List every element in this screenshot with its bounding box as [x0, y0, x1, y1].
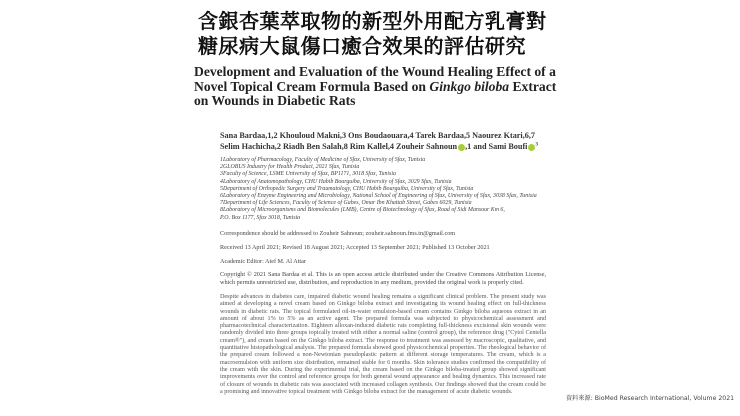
affiliation-mark: 3 [535, 142, 538, 148]
authors-line-2 [220, 141, 560, 152]
affiliation: 6Laboratory of Enzyme Engineering and Microbiology, National School of Engineering of Sfax, University of Sfax, 3038 Sfax, Tunisia [220, 193, 537, 200]
academic-editor: Academic Editor: Atef M. Al Attar [220, 258, 306, 265]
chinese-headline [198, 9, 547, 59]
headline-line-2: 糖尿病大鼠傷口癒合效果的評估研究 [198, 34, 526, 58]
title-species: Ginkgo biloba [429, 78, 510, 94]
author-list [220, 130, 560, 152]
title-text: Development and Evaluation of the Wound Healing Effect of a Novel Topical Cream Formula Based on [194, 64, 556, 94]
correspondence: Correspondence should be addressed to Zouheir Sahnoun; zouheir.sahnoun.fms.tn@gmail.com [220, 230, 456, 237]
authors-text: ,1 and Sami Boufi [465, 142, 528, 151]
authors-line-1: Sana Bardaa,1,2 Khouloud Makni,3 Ons Boudaouara,4 Tarek Bardaa,5 Naourez Ktari,6,7 [220, 131, 535, 140]
source-credit: 資料來源: BioMed Research International, Volume 2021 [566, 395, 735, 402]
affiliation: 2GLOBUS Industry for Health Product, 2021 Sfax, Tunisia [220, 164, 360, 171]
affiliation: 3Faculty of Science, LSME University of Sfax, BP1171, 3018 Sfax, Tunisia [220, 171, 396, 178]
headline-line-1: 含銀杏葉萃取物的新型外用配方乳膏對 [198, 9, 547, 33]
affiliation: P.O. Box 1177, Sfax 3018, Tunisia [220, 214, 301, 221]
dates: Received 13 April 2021; Revised 18 August 2021; Accepted 13 September 2021; Published 13 October 2021 [220, 244, 490, 251]
affiliation: 1Laboratory of Pharmacology, Faculty of Medicine of Sfax, University of Sfax, Tunisia [220, 157, 426, 163]
affiliation: 5Department of Orthopedic Surgery and Traumatology, CHU Habib Bourguiba, University of Sfax, Tunisia [220, 185, 474, 192]
title-text-end: Extract on Wounds in Diabetic Rats [194, 78, 557, 108]
copyright: Copyright © 2021 Sana Bardaa et al. This is an open access article distributed under the Creative Commons Attribution License, which permits unrestricted use, distribution, and reproduction in any medium, provided the original work is properly cited. [220, 271, 546, 286]
paper-title [194, 65, 564, 109]
authors-text: Selim Hachicha,2 Riadh Ben Salah,8 Rim Kallel,4 Zouheir Sahnoun [220, 142, 458, 151]
affiliations [220, 157, 560, 222]
affiliation: 4Laboratory of Anatomopathology, CHU Habib Bourguiba, University of Sfax, 3029 Sfax, Tunisia [220, 178, 452, 185]
affiliation: 7Department of Life Sciences, Faculty of Science of Gabes, Omar Ibn Khattab Street, Gabes 6029, Tunisia [220, 200, 472, 207]
abstract: Despite advances in diabetes care, impaired diabetic wound healing remains a significant clinical problem. The present study was aimed at developing a novel cream based on Ginkgo biloba extract and investigating its wound healing effect on full-thickness wounds in diabetic rats. The topical formulated oil-in-water emulsion-based cream contains Ginkgo biloba aqueous extract in an amount of about 1% to 5% as an active agent. The prepared formula was subjected to physicochemical assessment and pharmacotechnical characterization. Eighteen alloxan-induced diabetic rats completing full-thickness excisional skin wounds were randomly divided into three groups topically treated with either a normal saline (control group), the reference drug ("Cytol Centella cream®"), and cream based on the Ginkgo biloba extract. The response to treatment was assessed by macroscopic, qualitative, and quantitative histopathological analysis. The prepared formula showed good physicochemical properties. The rheological behavior of the prepared cream followed a non-Newtonian pseudoplastic pattern at different storage temperatures. The cream, which is a macroemulsion with uniform size distribution, remained stable for 6 months. Skin tolerance studies confirmed the compatibility of the cream with the skin. During the experimental trial, the cream based on the Ginkgo biloba-treated group showed significant improvements over the control and reference groups for both general wound appearance and healing dynamics. This increased rate of closure of wounds in diabetic rats was associated with increased collagen synthesis. Our findings showed that the cream could be a promising and innovative topical treatment with Ginkgo biloba extract for the management of acute diabetic wounds. [220, 294, 546, 395]
affiliation: 8Laboratory of Microorganisms and Biomolecules (LMB), Centre of Biotechnology of Sfax, Road of Sidi Mansour Km 6, [220, 207, 505, 214]
